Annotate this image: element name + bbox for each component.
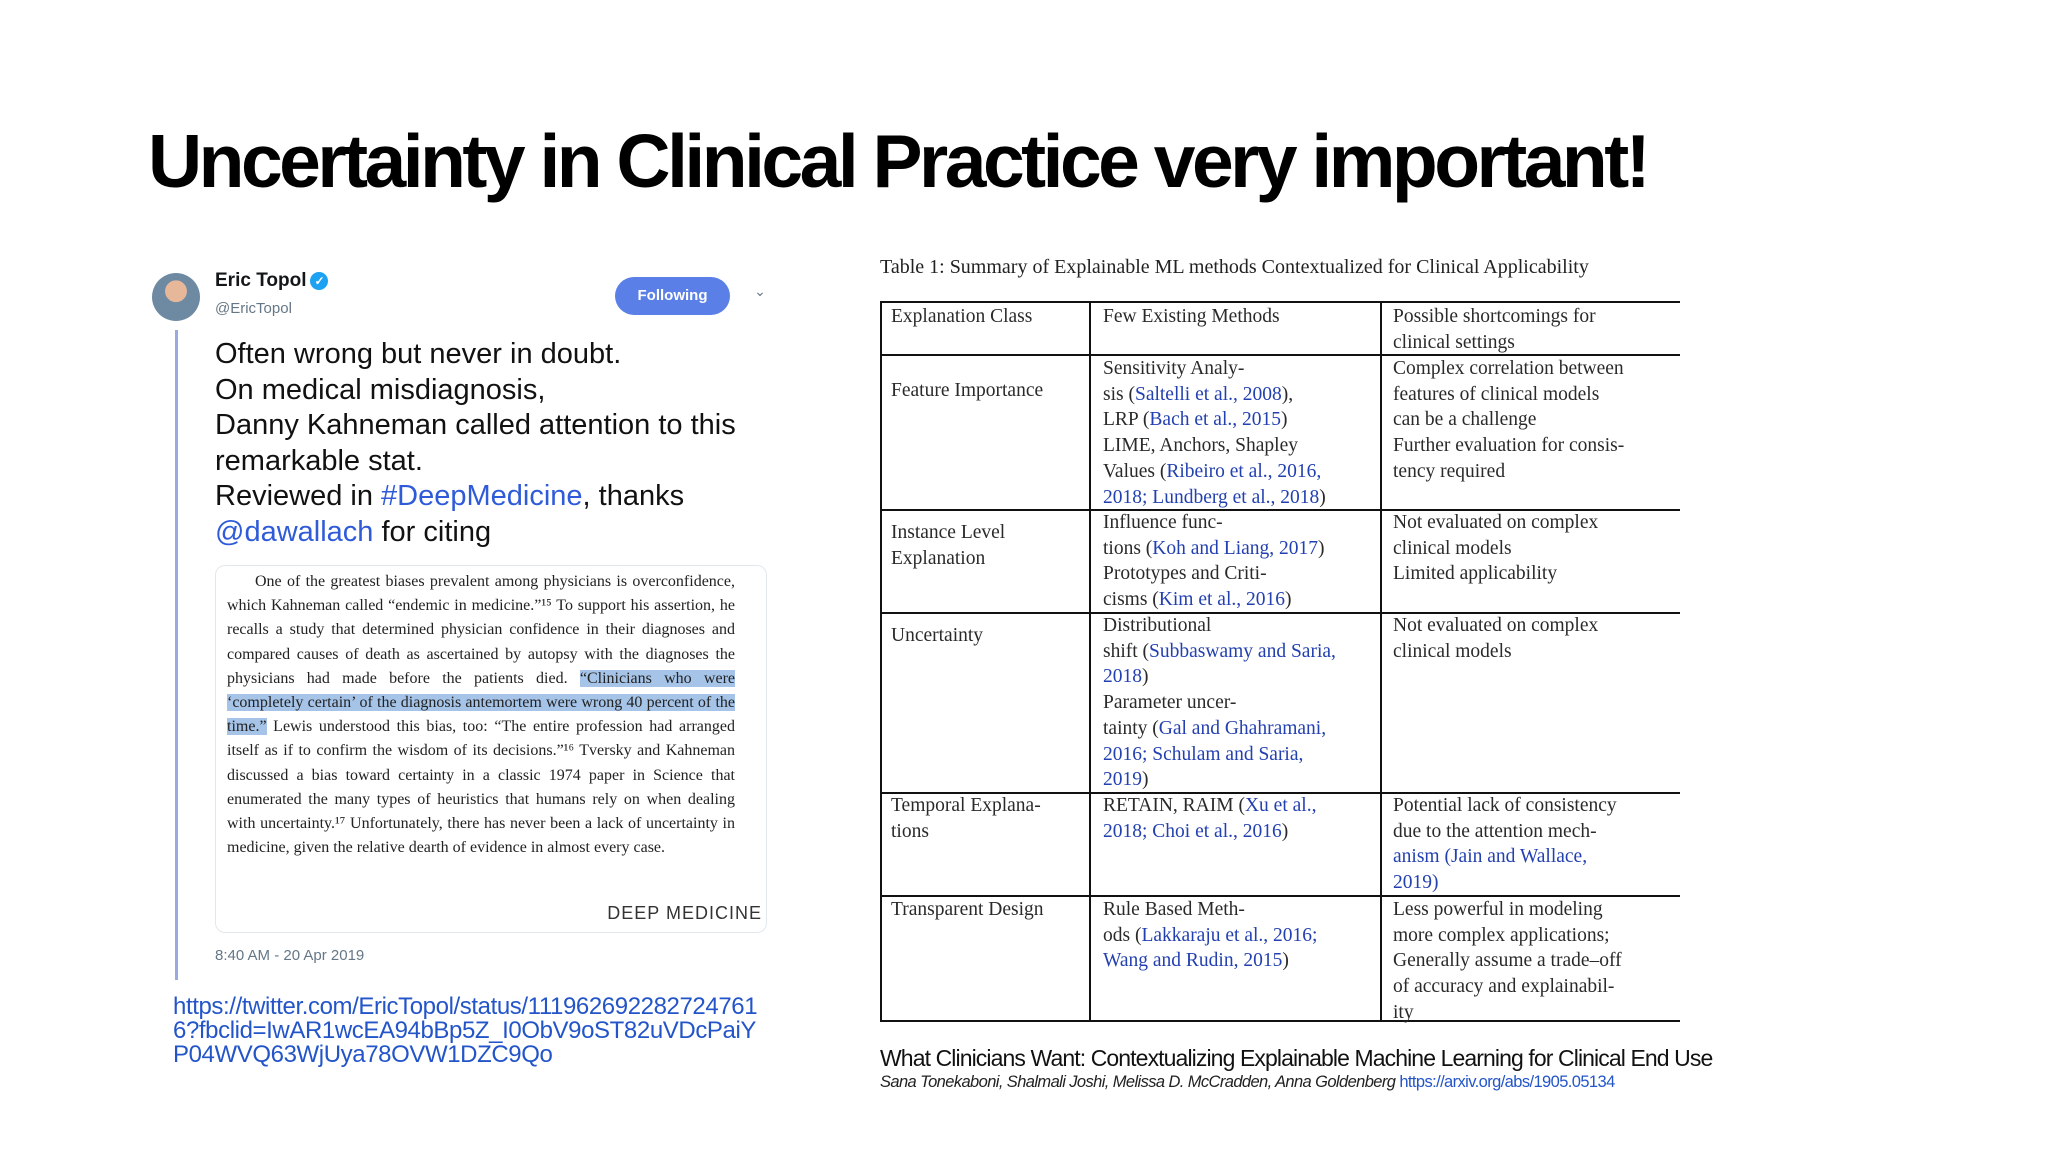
following-button[interactable]: Following	[615, 277, 730, 315]
excerpt-text: One of the greatest biases prevalent among physicians is overconfidence, which Kahneman called “endemic in medicine.”¹⁵ To support his assertion, he recalls a study that determined physician confidence in their diagnoses and compared causes of death as ascertained by autopsy with the diagnoses the physicians had made before the patients died. “Clinicians who were ‘completely certain’ of the diagnosis antemortem were wrong 40 percent of the time.” Lewis understood this bias, too: “The entire profession had arranged itself as if to confirm the wisdom of its decisions.”¹⁶ Tversky and Kahneman discussed a bias toward certainty in a classic 1974 paper in Science that enumerated the many types of heuristics that humans rely on when dealing with uncertainty.¹⁷ Unfortunately, there has never been a lack of uncertainty in medicine, given the relative dearth of evidence in almost every case.	[227, 573, 736, 857]
table-header-cell: Few Existing Methods	[1103, 306, 1280, 327]
tweet-line: Danny Kahneman called attention to this	[215, 409, 736, 441]
table-caption: Table 1: Summary of Explainable ML methods Contextualized for Clinical Applicability	[880, 256, 1589, 278]
table-cell: Rule Based Meth- ods (Lakkaraju et al., 2016; Wang and Rudin, 2015)	[1103, 899, 1318, 972]
tweet-text	[215, 337, 775, 550]
citation-link[interactable]: Saltelli et al., 2008	[1134, 383, 1282, 405]
citation-link[interactable]: 2018; Lundberg et al., 2018	[1103, 486, 1320, 508]
citation-link[interactable]: Lakkaraju et al., 2016;	[1141, 924, 1318, 946]
table-header-cell: Possible shortcomings for clinical settings	[1393, 306, 1596, 353]
table-cell: Less powerful in modeling more complex applications; Generally assume a trade–off of accuracy and explainabil- ity	[1393, 899, 1622, 1023]
tweet-line: remarkable stat.	[215, 444, 423, 477]
excerpt-highlight: “Clinicians who were ‘completely certain’ of the diagnosis antemortem were wrong 40 percent of the time.”	[227, 669, 736, 736]
chevron-down-icon[interactable]: ⌄	[754, 283, 766, 299]
table-rule	[880, 301, 1680, 303]
paper-link[interactable]: https://arxiv.org/abs/1905.05134	[1399, 1073, 1615, 1091]
citation-link[interactable]: Subbaswamy and Saria,	[1149, 640, 1336, 662]
mention-link[interactable]: @dawallach	[215, 515, 374, 548]
table-cell: Uncertainty	[891, 625, 984, 646]
table-header-cell: Explanation Class	[891, 306, 1033, 327]
citation-link[interactable]: 2018; Choi et al., 2016	[1103, 820, 1282, 842]
table-cell: Complex correlation between features of clinical models can be a challenge Further evaluation for consis- tency required	[1393, 358, 1625, 482]
tweet-url-link[interactable]: https://twitter.com/EricTopol/status/1119626922827247616?fbclid=IwAR1wcEA94bBp5Z_I0ObV9oST82uVDcPaiYP04WVQ63WjUya78OVW1DZC9Qo	[173, 993, 758, 1068]
citation-link[interactable]: Xu et al.,	[1244, 795, 1317, 816]
citation-link[interactable]: 2018	[1103, 666, 1142, 688]
citation-link[interactable]: Ribeiro et al., 2016,	[1166, 460, 1322, 482]
tweet-card	[150, 265, 780, 977]
table-rule	[880, 301, 882, 1021]
citation-link[interactable]: Kim et al., 2016	[1158, 589, 1285, 611]
tweet-author-handle[interactable]: @EricTopol	[215, 300, 292, 317]
hashtag-link[interactable]: #DeepMedicine	[381, 480, 583, 512]
verified-badge-icon: ✓	[310, 272, 328, 290]
tweet-line: @dawallach for citing	[215, 515, 492, 548]
slide-title: Uncertainty in Clinical Practice very important!	[148, 119, 1648, 203]
tweet-timestamp[interactable]: 8:40 AM - 20 Apr 2019	[215, 947, 365, 964]
table-cell: Not evaluated on complex clinical models	[1393, 615, 1599, 662]
excerpt-source: DEEP MEDICINE	[607, 903, 762, 923]
table-cell: Transparent Design	[891, 899, 1044, 920]
paper-title: What Clinicians Want: Contextualizing Explainable Machine Learning for Clinical End Use	[880, 1045, 1713, 1071]
citation-link[interactable]: Bach et al., 2015	[1149, 409, 1282, 431]
book-excerpt-image[interactable]	[215, 565, 767, 933]
citation-link[interactable]: Gal and Ghahramani,	[1158, 717, 1327, 739]
citation-link[interactable]: Wang and Rudin, 2015	[1103, 950, 1283, 972]
paper-authors: Sana Tonekaboni, Shalmali Joshi, Melissa D. McCradden, Anna Goldenberg https://arxiv.org/abs/1905.05134	[880, 1073, 1615, 1091]
table-rule	[1380, 301, 1382, 1021]
citation-link[interactable]: 2019	[1103, 769, 1142, 791]
table-cell: Instance Level Explanation	[891, 522, 1006, 569]
table-cell: RETAIN, RAIM (Xu et al., 2018; Choi et al., 2016)	[1103, 795, 1317, 842]
table-rule	[1089, 301, 1091, 1021]
table-cell: Sensitivity Analy- sis (Saltelli et al., 2008), LRP (Bach et al., 2015) LIME, Anchors, Shapley Values (Ribeiro et al., 2016, 2018; Lundberg et al., 2018)	[1103, 358, 1326, 508]
table-cell: Not evaluated on complex clinical models Limited applicability	[1393, 512, 1599, 585]
citation-link[interactable]: Koh and Liang, 2017	[1152, 537, 1319, 559]
citation-link[interactable]: 2016; Schulam and Saria,	[1103, 743, 1304, 765]
table-cell: Feature Importance	[891, 380, 1044, 401]
table-cell: Potential lack of consistency due to the attention mech- anism (Jain and Wallace, 2019)	[1393, 795, 1617, 894]
table-cell: Influence func- tions (Koh and Liang, 2017) Prototypes and Criti- cisms (Kim et al., 2016)	[1103, 512, 1325, 611]
tweet-line: On medical misdiagnosis,	[215, 373, 546, 406]
thread-line	[175, 330, 178, 980]
tweet-line: Often wrong but never in doubt.	[215, 338, 622, 370]
tweet-author-name[interactable]: Eric Topol ✓	[215, 270, 328, 292]
table-cell: Distributional shift (Subbaswamy and Saria, 2018) Parameter uncer- tainty (Gal and Ghahramani, 2016; Schulam and Saria, 2019)	[1103, 615, 1336, 791]
table-cell: Temporal Explana- tions	[891, 795, 1041, 842]
avatar[interactable]	[152, 273, 200, 321]
tweet-line: Reviewed in #DeepMedicine, thanks	[215, 480, 685, 512]
